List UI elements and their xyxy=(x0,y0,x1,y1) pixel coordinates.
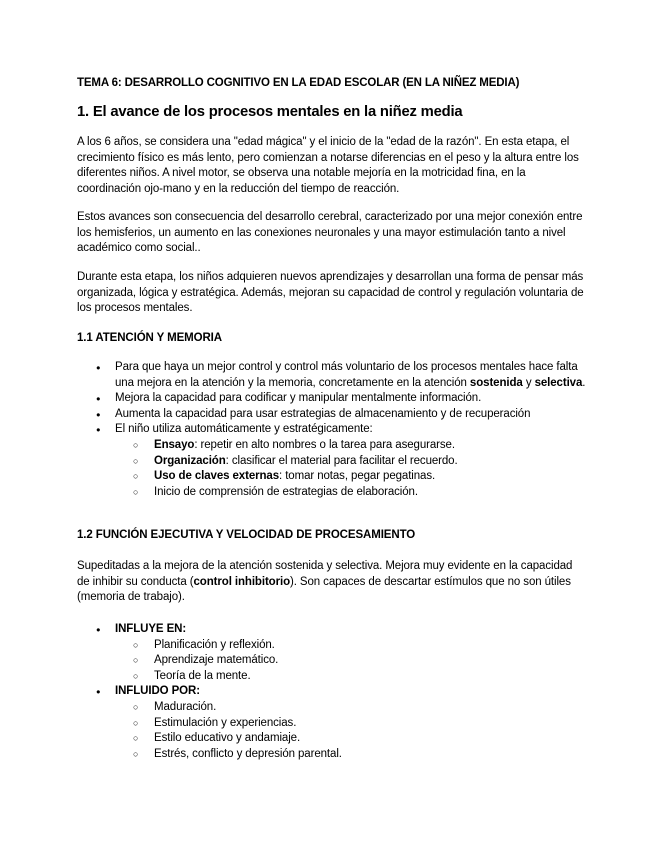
list-item xyxy=(77,684,592,700)
sublist-item: ○ Estilo educativo y andamiaje. xyxy=(77,731,592,747)
executive-function-list xyxy=(77,622,592,762)
sublist-item: ○ Aprendizaje matemático. xyxy=(77,653,592,669)
sublist-item-text: : tomar notas, pegar pegatinas. xyxy=(279,470,436,483)
paragraph-edad-magica: A los 6 años, se considera una "edad mágica" y el inicio de la "edad de la razón". En esta etapa, el crecimiento físico es más lento, pero comienzan a notarse diferencias en el peso y la altura entre los diferentes niños. A nivel motor, se observa una notable mejoría en la motricidad fina, en la coordinación ojo-mano y en la reducción del tiempo de reacción. xyxy=(77,136,579,195)
sublist-item: ○ Maduración. xyxy=(77,700,592,716)
influye-label: INFLUYE EN: xyxy=(115,623,187,635)
list-item-text: Para que haya un mejor control y control más voluntario de los procesos mentales hace falta una mejora en la atención y la memoria, concretamente en la atención xyxy=(115,361,578,389)
sublist-item-text: : clasificar el material para facilitar el recuerdo. xyxy=(225,454,458,467)
strategies-sublist xyxy=(77,438,592,500)
sublist-item-text: Inicio de comprensión de estrategias de elaboración. xyxy=(154,485,418,498)
list-item-text: y xyxy=(522,376,535,389)
sublist-item-text: : repetir en alto nombres o la tarea para asegurarse. xyxy=(194,438,455,451)
paragraph-funcion-ejecutiva xyxy=(77,559,587,606)
paragraph-nuevos-aprendizajes: Durante esta etapa, los niños adquieren nuevos aprendizajes y desarrollan una forma de pensar más organizada, lógica y estratégica. Además, mejoran su capacidad de control y regulación voluntaria de los procesos mentales. xyxy=(77,271,584,315)
paragraph-desarrollo-cerebral: Estos avances son consecuencia del desarrollo cerebral, caracterizado por una mejor conexión entre los hemisferios, un aumento en las conexiones neuronales y una mayor estimulación tanto a nivel académico como social.. xyxy=(77,211,583,255)
list-item: ● El niño utiliza automáticamente y estratégicamente: xyxy=(77,422,592,438)
list-item-sublist-container xyxy=(77,700,592,762)
sublist-item xyxy=(77,438,592,454)
sublist-item xyxy=(77,469,592,485)
bold-term: selectiva xyxy=(534,376,583,389)
bold-term: Uso de claves externas xyxy=(154,470,280,483)
list-item xyxy=(77,360,592,391)
bold-term: Ensayo xyxy=(154,438,195,451)
list-item: ● Aumenta la capacidad para usar estrategias de almacenamiento y de recuperación xyxy=(77,407,592,423)
sublist-item: ○ Teoría de la mente. xyxy=(77,669,592,685)
list-item-sublist-container xyxy=(77,638,592,685)
attention-memory-list xyxy=(77,360,592,500)
list-item-sublist-container xyxy=(77,438,592,500)
list-item: ● Mejora la capacidad para codificar y manipular mentalmente información. xyxy=(77,391,592,407)
section-1-heading: 1. El avance de los procesos mentales en la niñez media xyxy=(77,104,463,120)
sublist-item xyxy=(77,454,592,470)
bold-term: Organización xyxy=(154,454,226,467)
sublist-item: ○ Planificación y reflexión. xyxy=(77,638,592,654)
sublist-item: ○ Estimulación y experiencias. xyxy=(77,716,592,732)
section-1-2-heading: 1.2 FUNCIÓN EJECUTIVA Y VELOCIDAD DE PROCESAMIENTO xyxy=(77,529,416,541)
list-item xyxy=(77,622,592,638)
sublist-item xyxy=(77,485,592,501)
paragraph-text: ). Son capaces de descartar estímulos que no son útiles (memoria de trabajo). xyxy=(77,575,571,604)
influido-label: INFLUIDO POR: xyxy=(115,685,200,698)
paragraph-text: Supeditadas a la mejora de la atención sostenida y selectiva. Mejora muy evidente en la capacidad de inhibir su conducta ( xyxy=(77,560,573,588)
section-1-1-heading: 1.1 ATENCIÓN Y MEMORIA xyxy=(77,332,222,344)
bold-term: sostenida xyxy=(469,376,523,389)
document-title: TEMA 6: DESARROLLO COGNITIVO EN LA EDAD ESCOLAR (EN LA NIÑEZ MEDIA) xyxy=(77,77,520,89)
list-item-text: . xyxy=(582,376,586,389)
bold-term: control inhibitorio xyxy=(193,575,290,588)
influye-sublist xyxy=(77,638,592,685)
influido-sublist xyxy=(77,700,592,762)
sublist-item: ○ Estrés, conflicto y depresión parental. xyxy=(77,747,592,763)
